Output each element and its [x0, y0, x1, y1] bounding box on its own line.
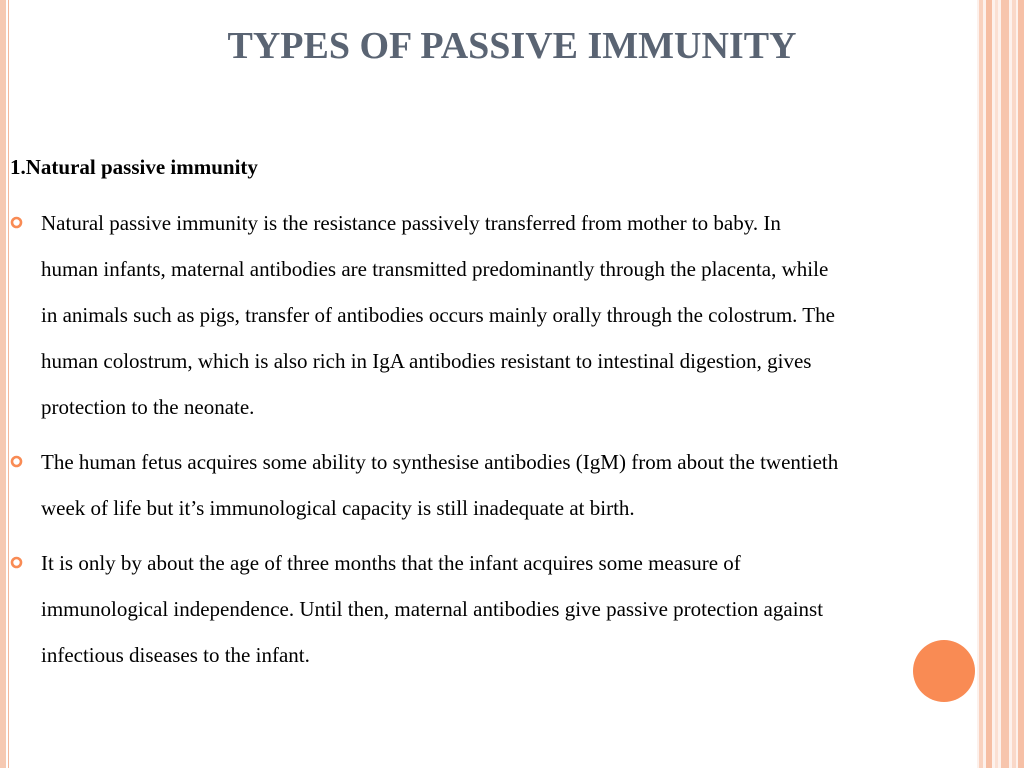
left-decorative-line — [8, 0, 9, 768]
bullet-list — [10, 200, 1020, 687]
bullet-item — [10, 540, 1020, 678]
bullet-item — [10, 439, 1020, 531]
left-decorative-stripe — [0, 0, 6, 768]
bullet-text-line: immunological independence. Until then, maternal antibodies give passive protection against — [41, 597, 824, 621]
bullet-text-line: week of life but it’s immunological capacity is still inadequate at birth. — [41, 496, 635, 520]
decorative-accent-circle — [913, 640, 975, 702]
hollow-circle-bullet-icon — [10, 455, 23, 468]
bullet-text-line: human colostrum, which is also rich in IgA antibodies resistant to intestinal digestion, gives — [41, 349, 812, 373]
bullet-text-line: It is only by about the age of three months that the infant acquires some measure of — [41, 551, 741, 575]
bullet-item — [10, 200, 1020, 430]
bullet-text-line: human infants, maternal antibodies are transmitted predominantly through the placenta, while — [41, 257, 829, 281]
bullet-text-line: protection to the neonate. — [41, 395, 255, 419]
bullet-text-line: in animals such as pigs, transfer of antibodies occurs mainly orally through the colostrum. The — [41, 303, 835, 327]
bullet-text-line: infectious diseases to the infant. — [41, 643, 310, 667]
hollow-circle-bullet-icon — [10, 216, 23, 229]
bullet-text-line: Natural passive immunity is the resistance passively transferred from mother to baby. In — [41, 211, 781, 235]
slide-title: TYPES OF PASSIVE IMMUNITY — [227, 25, 797, 67]
bullet-text-line: The human fetus acquires some ability to synthesise antibodies (IgM) from about the twentieth — [41, 450, 839, 474]
section-subheading: 1.Natural passive immunity — [10, 155, 258, 179]
hollow-circle-bullet-icon — [10, 556, 23, 569]
